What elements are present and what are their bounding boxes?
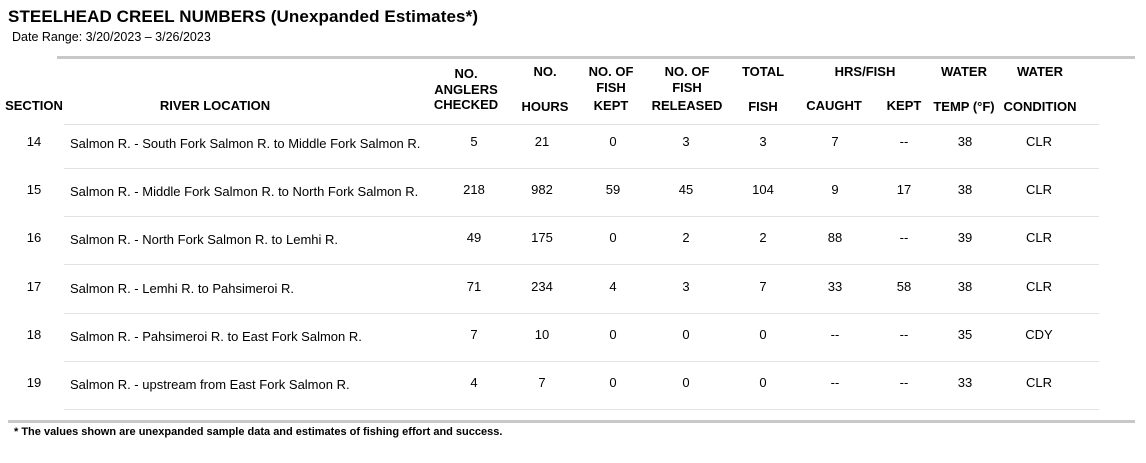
total-fish-cell: 2 [759, 230, 767, 245]
hrs-kept-cell: -- [899, 327, 909, 342]
fish-released-cell: 2 [682, 230, 690, 245]
water-temp-cell: 38 [957, 182, 973, 197]
table-row [0, 230, 1146, 278]
section-cell: 19 [26, 375, 42, 390]
water-temp-cell: 35 [957, 327, 973, 342]
anglers-cell: 71 [466, 279, 482, 294]
anglers-cell: 7 [470, 327, 478, 342]
row-divider [64, 124, 1099, 125]
report-title: STEELHEAD CREEL NUMBERS (Unexpanded Estimates*) [8, 7, 479, 26]
header-water-condition: WATER CONDITION [1003, 64, 1077, 114]
fish-kept-cell: 59 [605, 182, 621, 197]
table-row [0, 279, 1146, 327]
location-cell: Salmon R. - upstream from East Fork Salmon R. [70, 377, 350, 392]
table-row [0, 375, 1146, 423]
fish-kept-cell: 0 [609, 327, 617, 342]
total-fish-cell: 0 [759, 327, 767, 342]
header-hrs-caught: CAUGHT [806, 98, 862, 113]
water-condition-cell: CLR [1025, 230, 1052, 245]
header-hours: NO. HOURS [521, 64, 569, 114]
section-cell: 17 [26, 279, 42, 294]
water-temp-cell: 38 [957, 134, 973, 149]
water-condition-cell: CLR [1025, 279, 1052, 294]
header-river-location: RIVER LOCATION [159, 98, 271, 113]
hours-cell: 21 [534, 134, 550, 149]
fish-kept-cell: 4 [609, 279, 617, 294]
table-row [0, 327, 1146, 375]
footnote: * The values shown are unexpanded sample data and estimates of fishing effort and success. [14, 426, 503, 438]
bottom-divider [8, 420, 1135, 423]
location-cell: Salmon R. - South Fork Salmon R. to Middle Fork Salmon R. [70, 136, 421, 151]
water-condition-cell: CLR [1025, 134, 1052, 149]
hrs-caught-cell: -- [830, 375, 840, 390]
header-fish-released: NO. OF FISH RELEASED [651, 64, 723, 113]
hours-cell: 982 [531, 182, 553, 197]
header-hrs-per-fish: HRS/FISH [834, 64, 896, 79]
water-condition-cell: CLR [1025, 182, 1052, 197]
anglers-cell: 218 [463, 182, 485, 197]
hrs-caught-cell: 88 [827, 230, 843, 245]
fish-released-cell: 0 [682, 327, 690, 342]
hrs-caught-cell: 9 [831, 182, 839, 197]
hrs-caught-cell: 33 [827, 279, 843, 294]
fish-kept-cell: 0 [609, 230, 617, 245]
header-water-temp: WATER TEMP (°F) [933, 64, 995, 114]
table-row [0, 182, 1146, 230]
hrs-kept-cell: -- [899, 230, 909, 245]
anglers-cell: 49 [466, 230, 482, 245]
fish-released-cell: 3 [682, 134, 690, 149]
header-section: SECTION [5, 98, 63, 113]
section-cell: 18 [26, 327, 42, 342]
hrs-kept-cell: -- [899, 134, 909, 149]
total-fish-cell: 7 [759, 279, 767, 294]
location-cell: Salmon R. - Middle Fork Salmon R. to North Fork Salmon R. [70, 184, 419, 199]
section-cell: 15 [26, 182, 42, 197]
water-temp-cell: 38 [957, 279, 973, 294]
water-condition-cell: CDY [1025, 327, 1053, 342]
anglers-cell: 5 [470, 134, 478, 149]
hrs-caught-cell: -- [830, 327, 840, 342]
fish-kept-cell: 0 [609, 134, 617, 149]
section-cell: 14 [26, 134, 42, 149]
hours-cell: 10 [534, 327, 550, 342]
water-temp-cell: 33 [957, 375, 973, 390]
location-cell: Salmon R. - North Fork Salmon R. to Lemhi R. [70, 232, 339, 247]
hrs-caught-cell: 7 [831, 134, 839, 149]
section-cell: 16 [26, 230, 42, 245]
top-divider [57, 56, 1135, 59]
hours-cell: 175 [531, 230, 553, 245]
header-hrs-kept: KEPT [886, 98, 922, 113]
total-fish-cell: 0 [759, 375, 767, 390]
hrs-kept-cell: -- [899, 375, 909, 390]
hrs-kept-cell: 17 [896, 182, 912, 197]
total-fish-cell: 104 [752, 182, 774, 197]
table-row [0, 134, 1146, 182]
header-anglers-checked: NO. ANGLERS CHECKED [433, 66, 499, 112]
fish-released-cell: 3 [682, 279, 690, 294]
water-temp-cell: 39 [957, 230, 973, 245]
location-cell: Salmon R. - Pahsimeroi R. to East Fork Salmon R. [70, 329, 362, 344]
total-fish-cell: 3 [759, 134, 767, 149]
header-fish-kept: NO. OF FISH KEPT [588, 64, 634, 113]
header-total-fish: TOTAL FISH [741, 64, 785, 114]
fish-kept-cell: 0 [609, 375, 617, 390]
date-range: Date Range: 3/20/2023 – 3/26/2023 [12, 30, 211, 44]
hours-cell: 7 [538, 375, 546, 390]
location-cell: Salmon R. - Lemhi R. to Pahsimeroi R. [70, 281, 294, 296]
hrs-kept-cell: 58 [896, 279, 912, 294]
fish-released-cell: 0 [682, 375, 690, 390]
anglers-cell: 4 [470, 375, 478, 390]
fish-released-cell: 45 [678, 182, 694, 197]
hours-cell: 234 [531, 279, 553, 294]
water-condition-cell: CLR [1025, 375, 1052, 390]
